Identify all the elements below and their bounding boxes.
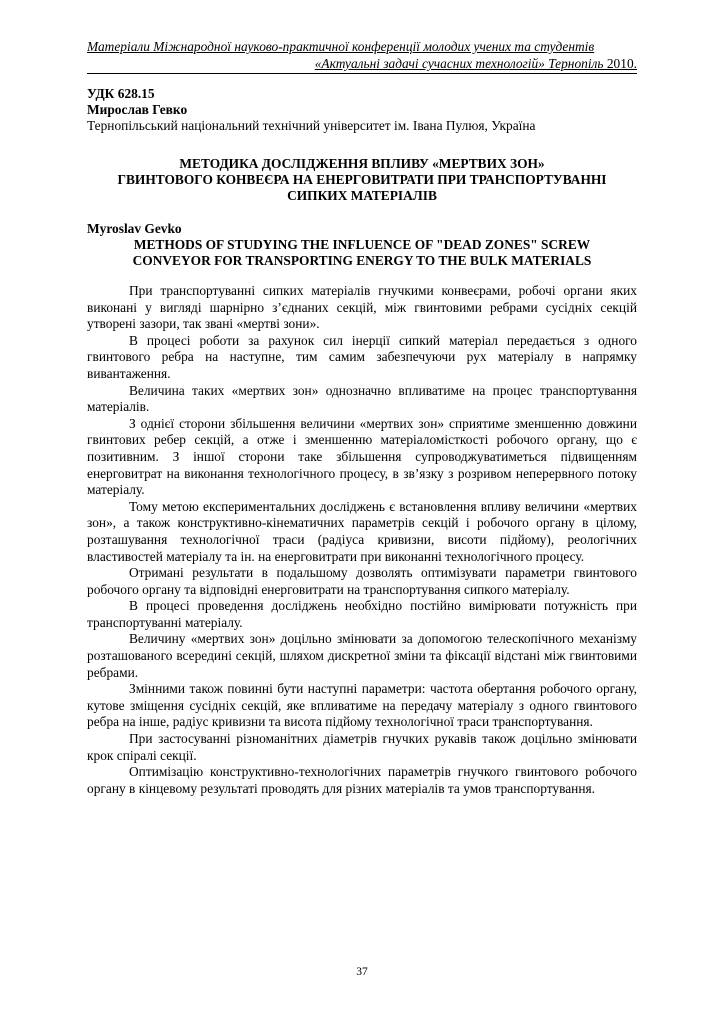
body-paragraph: З однієї сторони збільшення величини «мертвих зон» сприятиме зменшенню довжини гвинтових ребер секцій, а отже і зменшенню матеріаломісткості робочого органу, що є позитивним. З іншої сторони таке збільшення супроводжуватиметься підвищенням енерговитрат на виконання технологічного процесу, в зв’язку з розривом неперервного потоку матеріалу. [87,415,637,498]
body-paragraph: В процесі роботи за рахунок сил інерції сипкий матеріал передається з одного гвинтового ребра на наступне, тим самим забезпечуючи рух матеріалу в напрямку вивантаження. [87,332,637,381]
title-ua-line-1: МЕТОДИКА ДОСЛІДЖЕННЯ ВПЛИВУ «МЕРТВИХ ЗОН» [179,156,545,171]
udc-code: УДК 628.15 [87,86,155,101]
header-year: 2010. [606,56,637,71]
body-paragraph: Отримані результати в подальшому дозволять оптимізувати параметри гвинтового робочого органу та відповідні енерговитрати на транспортування сипкого матеріалу. [87,565,637,597]
body-paragraph: Величина таких «мертвих зон» однозначно впливатиме на процес транспортування матеріалів. [87,382,637,415]
author-name: Мирослав Гевко [87,102,188,117]
article-meta [87,86,637,134]
body-paragraph: При застосуванні різноманітних діаметрів гнучких рукавів також доцільно змінювати крок спіралі секції. [87,731,637,763]
title-ua-line-3: СИПКИХ МАТЕРІАЛІВ [287,188,437,203]
author-name-en: Myroslav Gevko [87,221,182,236]
article-title-en [87,237,637,269]
article-title-ua [87,156,637,204]
body-paragraph: При транспортуванні сипких матеріалів гнучкими конвеєрами, робочі органи яких виконані у вигляді шарнірно з’єднаних секцій, між гвинтовими ребрами сусідніх секцій утворені зазори, так звані «мертві зони». [87,283,637,332]
header-line-2-text: «Актуальні задачі сучасних технологій» Тернопіль [314,56,604,71]
page-content [87,38,637,797]
running-header [87,38,637,74]
body-paragraph: Тому метою експериментальних досліджень є встановлення впливу величини «мертвих зон», а також конструктивно-кінематичних параметрів секцій і робочого органу в цілому, розташування технологічної траси (радіуса кривизни, висоти підйому), реологічних властивостей матеріалу та ін. на енерговитрати при виконанні технологічного процесу. [87,498,637,564]
title-en-line-1: METHODS OF STUDYING THE INFLUENCE OF "DEAD ZONES" SCREW [133,237,591,252]
body-paragraph: Оптимізацію конструктивно-технологічних параметрів гнучкого гвинтового робочого органу в кінцевому результаті проводять для різних матеріалів та умов транспортування. [87,764,637,796]
body-paragraph: В процесі проведення досліджень необхідно постійно вимірювати потужність при транспортуванні матеріалу. [87,598,637,630]
title-ua-line-2: ГВИНТОВОГО КОНВЕЄРА НА ЕНЕРГОВИТРАТИ ПРИ ТРАНСПОРТУВАННІ [117,172,607,187]
header-line-1: Матеріали Міжнародної науково-практичної конференції молодих учених та студентів [87,39,595,54]
header-line-2 [87,55,637,72]
article-body [87,283,637,797]
author-affiliation: Тернопільський національний технічний університет ім. Івана Пулюя, Україна [87,118,536,133]
body-paragraph: Змінними також повинні бути наступні параметри: частота обертання робочого органу, кутове зміщення сусідніх секцій, яке впливатиме на передачу матеріалу з одного гвинтового ребра на інше, радіус кривизни та висота підйому технологічної траси транспортування. [87,681,637,730]
body-paragraph: Величину «мертвих зон» доцільно змінювати за допомогою телескопічного механізму розташованого всередині секцій, шляхом дискретної зміни та фіксації відстані між гвинтовими ребрами. [87,631,637,680]
title-en-line-2: CONVEYOR FOR TRANSPORTING ENERGY TO THE BULK MATERIALS [132,253,592,268]
page-number: 37 [356,966,368,978]
